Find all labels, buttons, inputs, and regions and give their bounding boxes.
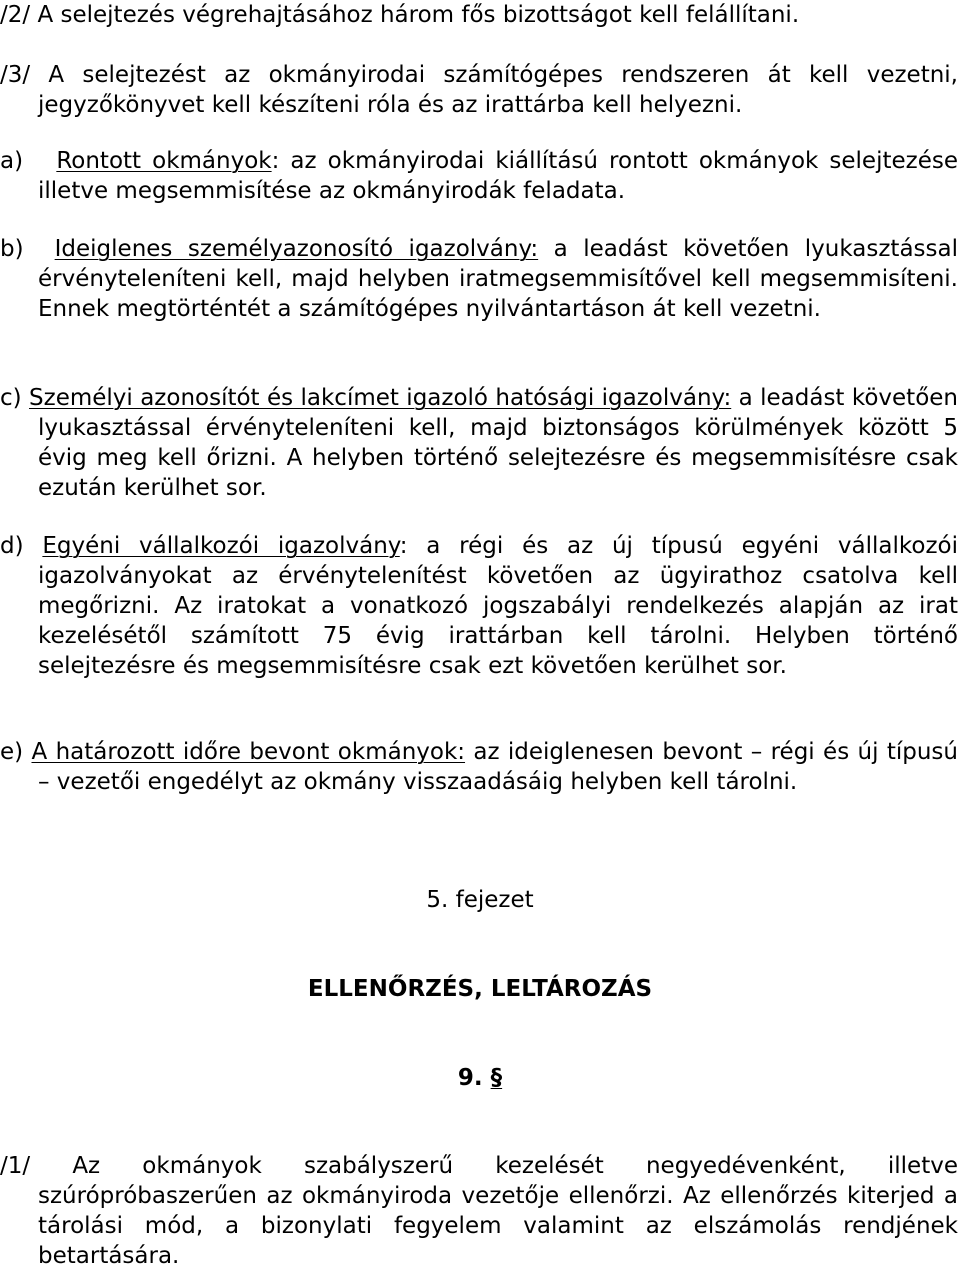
item-c [0, 383, 958, 503]
item-b-marker: b) [0, 236, 24, 262]
item-c-marker: c) [0, 385, 22, 411]
section-heading [0, 1063, 960, 1093]
item-a-marker: a) [0, 148, 24, 174]
section-sign: § [490, 1065, 503, 1091]
paragraph-3 [0, 60, 958, 120]
item-b-text: a leadást követően lyukasztással érvényteleníteni kell, majd helyben iratmegsemmisítővel kell megsemmisíteni. Ennek megtörténtét a számítógépes nyilvántartáson át kell vezetni. [38, 236, 958, 322]
paragraph-2-text: /2/ A selejtezés végrehajtásához három fős bizottságot kell felállítani. [0, 2, 800, 28]
section-number: 9. [457, 1065, 483, 1091]
item-a-text: : az okmányirodai kiállítású rontott okmányok selejtezése illetve megsemmisítése az okmányirodák feladata. [38, 148, 959, 204]
item-d [0, 531, 958, 681]
chapter-number: 5. fejezet [426, 887, 534, 913]
paragraph-2 [0, 0, 958, 30]
item-a-title: Rontott okmányok [56, 148, 272, 174]
item-d-marker: d) [0, 533, 24, 559]
paragraph-final-text: /1/ Az okmányok szabályszerű kezelését negyedévenként, illetve szúrópróbaszerűen az okmányiroda vezetője ellenőrzi. Az ellenőrzés kiterjed a tárolási mód, a bizonylati fegyelem valamint az elszámolás rendjének betartására. [0, 1153, 958, 1269]
item-e-text: az ideiglenesen bevont – régi és új típusú – vezetői engedélyt az okmány visszaadásáig helyben kell tárolni. [38, 739, 958, 795]
paragraph-final [0, 1151, 958, 1271]
paragraph-3-text: /3/ A selejtezést az okmányirodai számítógépes rendszeren át kell vezetni, jegyzőkönyvet kell készíteni róla és az irattárba kell helyezni. [0, 62, 958, 118]
item-d-title: Egyéni vállalkozói igazolvány [42, 533, 400, 559]
item-e [0, 737, 958, 797]
item-c-title: Személyi azonosítót és lakcímet igazoló hatósági igazolvány: [29, 385, 732, 411]
item-c-text: a leadást követően lyukasztással érvényteleníteni kell, majd biztonságos körülmények között 5 évig meg kell őrizni. A helyben történő selejtezésre és megsemmisítésre csak ezután kerülhet sor. [38, 385, 958, 501]
chapter-title: ELLENŐRZÉS, LELTÁROZÁS [307, 976, 653, 1002]
item-b-title: Ideiglenes személyazonosító igazolvány: [54, 236, 539, 262]
item-d-text: : a régi és az új típusú egyéni vállalkozói igazolványokat az érvénytelenítést követően az ügyirathoz csatolva kell megőrizni. Az iratokat a vonatkozó jogszabályi rendelkezés alapján az irat kezelésétől számított 75 évig irattárban kell tárolni. Helyben történő selejtezésre és megsemmisítésre csak ezt követően kerülhet sor. [38, 533, 959, 679]
item-a [0, 146, 958, 206]
item-e-marker: e) [0, 739, 24, 765]
item-e-title: A határozott időre bevont okmányok: [31, 739, 466, 765]
item-b [0, 234, 958, 324]
